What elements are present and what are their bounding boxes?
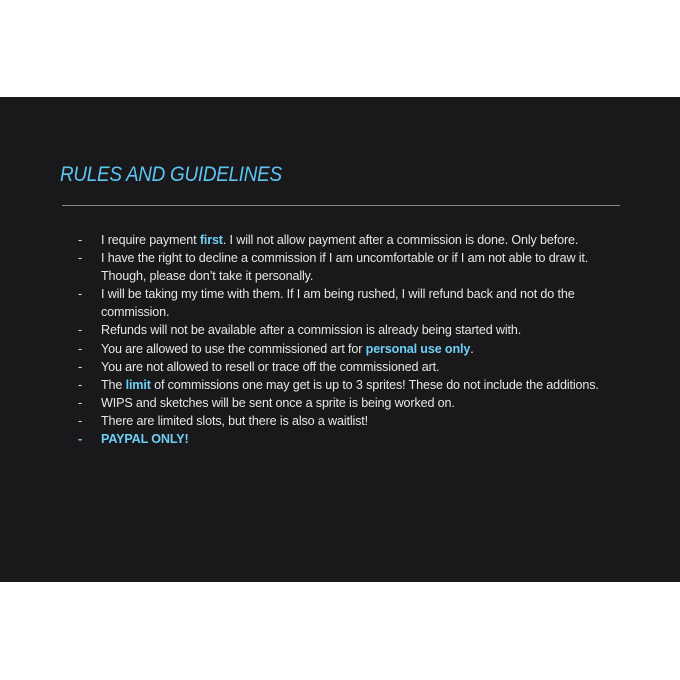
rule-text: You are allowed to use the commissioned art for: [101, 341, 366, 356]
bullet-dash: -: [78, 251, 83, 266]
rule-text: I have the right to decline a commission if I am uncomfortable or if I am not able to draw it. Though, please don’t take it personally.: [101, 251, 589, 284]
rule-highlight: limit: [125, 377, 151, 392]
rule-highlight: personal use only: [365, 341, 471, 356]
bullet-dash: -: [78, 323, 83, 338]
bullet-dash: -: [78, 359, 83, 374]
rule-text: There are limited slots, but there is also a waitlist!: [101, 413, 368, 428]
rule-text: .: [470, 341, 474, 356]
rule-text: You are not allowed to resell or trace off the commissioned art.: [101, 359, 440, 374]
bullet-dash: -: [78, 341, 83, 356]
section-title: RULES AND GUIDELINES: [60, 163, 282, 186]
rule-text: of commissions one may get is up to 3 sprites! These do not include the additions.: [150, 377, 599, 392]
slide: [0, 97, 680, 582]
rule-highlight: first: [199, 233, 223, 247]
rule-item-personal-use: [78, 340, 623, 358]
rule-item-decline: [78, 249, 623, 285]
rule-item-time: [78, 285, 623, 321]
bullet-dash: -: [78, 395, 83, 410]
rule-text: WIPS and sketches will be sent once a sprite is being worked on.: [101, 395, 455, 410]
rule-item-paypal: [78, 430, 623, 448]
rule-item-limit: [78, 376, 623, 394]
rule-item-payment-first: [78, 231, 623, 249]
rule-text: . I will not allow payment after a commission is done. Only before.: [222, 233, 579, 247]
bullet-dash: -: [78, 233, 83, 247]
rule-text: I will be taking my time with them. If I am being rushed, I will refund back and not do the commission.: [101, 287, 575, 320]
rules-list: [78, 231, 623, 448]
rule-text: The: [101, 377, 126, 392]
rule-item-slots: [78, 412, 623, 430]
bullet-dash: -: [78, 287, 83, 302]
bullet-dash: -: [78, 377, 83, 392]
rule-text: I require payment: [101, 233, 200, 247]
rule-text: PAYPAL ONLY!: [101, 432, 189, 447]
rule-item-no-resell: [78, 358, 623, 376]
rule-text: Refunds will not be available after a commission is already being started with.: [101, 323, 522, 338]
title-divider: [62, 205, 620, 206]
bullet-dash: -: [78, 413, 83, 428]
rule-item-refunds: [78, 321, 623, 339]
bullet-dash: -: [78, 432, 83, 447]
rule-item-wips: [78, 394, 623, 412]
